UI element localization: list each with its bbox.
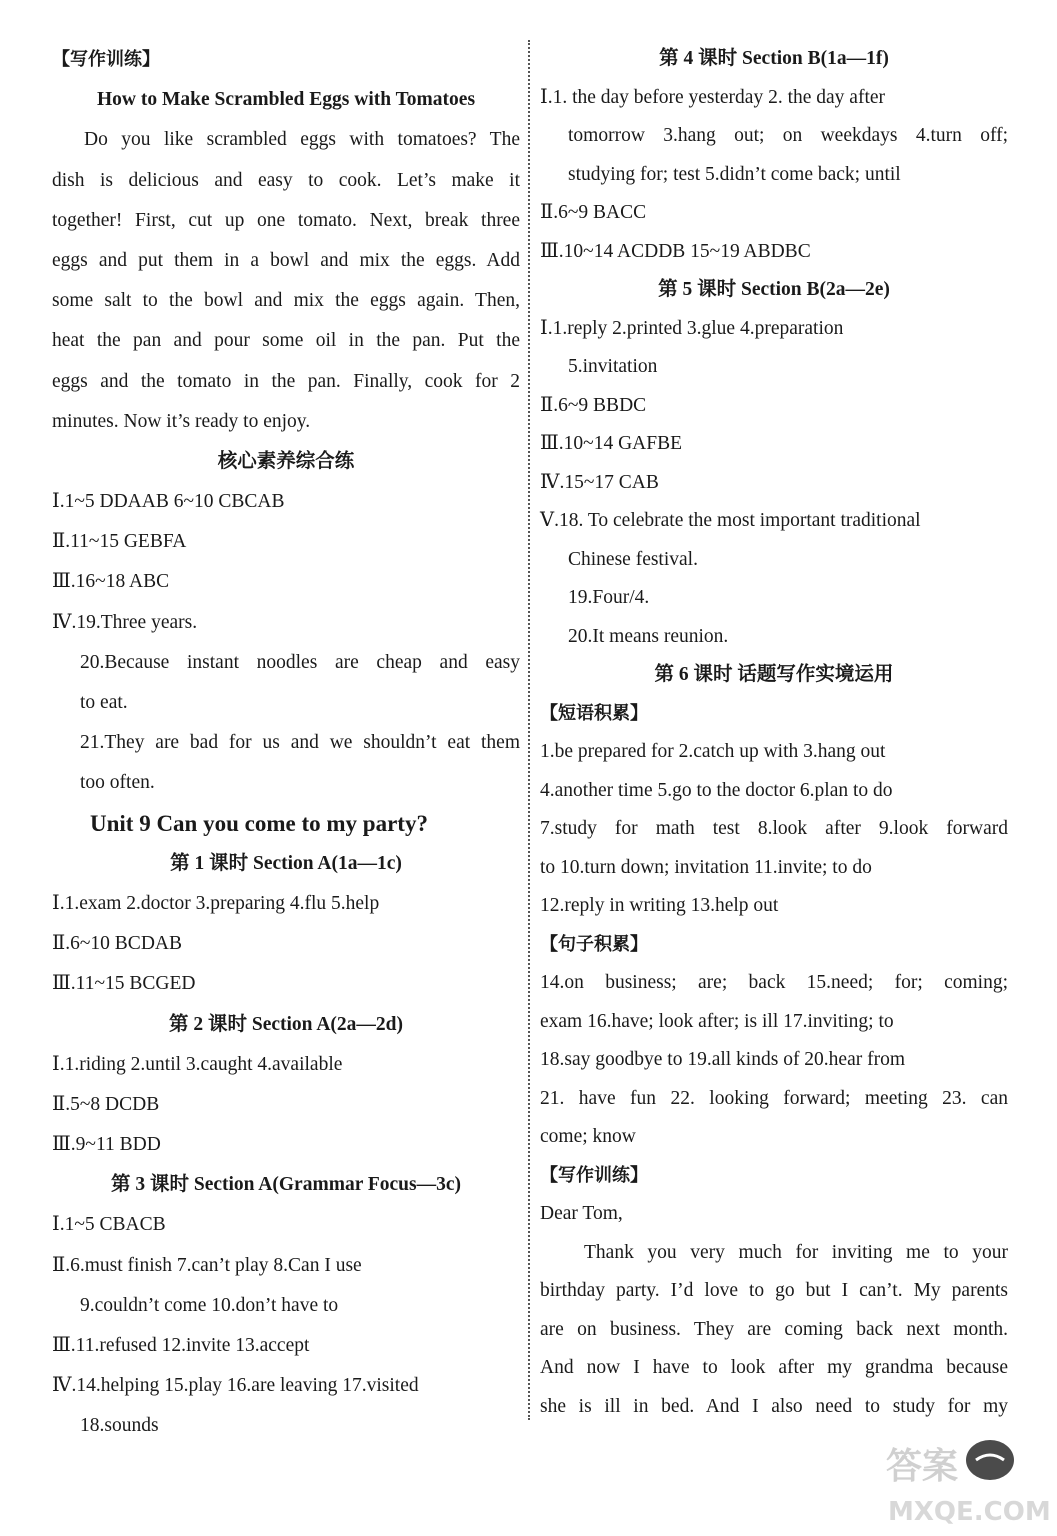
answer-line: Ⅲ.11.refused 12.invite 13.accept — [52, 1335, 310, 1356]
answer-line: 20.It means reunion. — [568, 625, 729, 647]
answer-line: Ⅰ.1. the day before yesterday 2. the day after — [540, 86, 886, 108]
answer-line: Ⅴ.18. To celebrate the most important traditional — [540, 510, 921, 531]
phrase-line: 4.another time 5.go to the doctor 6.plan to do — [540, 779, 893, 801]
answer-line: Ⅲ.10~14 ACDDB 15~19 ABDBC — [540, 240, 811, 262]
writing-training-header: 【写作训练】 — [540, 1164, 648, 1186]
phrase-line: to 10.turn down; invitation 11.invite; to do — [540, 856, 872, 878]
lesson-title: 第 2 课时 Section A(2a—2d) — [168, 1013, 403, 1035]
answer-line: Ⅰ.1.exam 2.doctor 3.preparing 4.flu 5.help — [52, 892, 380, 914]
answer-line: Ⅱ.11~15 GEBFA — [52, 531, 187, 553]
answer-line: Ⅱ.5~8 DCDB — [52, 1093, 160, 1115]
answer-line: Ⅱ.6.must finish 7.can’t play 8.Can I use — [52, 1254, 362, 1276]
letter-line: Thank you very much for inviting me to your — [584, 1241, 1008, 1263]
sentence-line: come; know — [540, 1126, 636, 1147]
watermark-logo — [880, 1420, 1050, 1530]
lesson-title: 第 5 课时 Section B(2a—2e) — [658, 279, 890, 300]
letter-greeting: Dear Tom, — [540, 1203, 623, 1224]
letter-line: birthday party. I’d love to go but I can’t. My parents — [540, 1280, 1008, 1301]
answer-line: to eat. — [80, 692, 128, 713]
essay-line: some salt to the bowl and mix the eggs again. Then, — [52, 290, 520, 312]
svg-text:MXQE.COM: MXQE.COM — [888, 1497, 1050, 1527]
essay-line: dish is delicious and easy to cook. Let’s make it — [52, 169, 520, 191]
lesson-title: 第 4 课时 Section B(1a—1f) — [659, 48, 889, 69]
answer-line: Ⅲ.9~11 BDD — [52, 1134, 161, 1156]
essay-line: eggs and put them in a bowl and mix the eggs. Add — [52, 249, 520, 271]
watermark-logo-graphic — [880, 1420, 1050, 1530]
svg-text:答案: 答案 — [886, 1446, 959, 1487]
column-divider — [528, 40, 530, 1420]
essay-line: eggs and the tomato in the pan. Finally, cook for 2 — [52, 370, 520, 392]
answer-line: studying for; test 5.didn’t come back; until — [568, 163, 901, 185]
answer-line: Ⅲ.11~15 BCGED — [52, 973, 196, 995]
letter-line: she is ill in bed. And I also need to study for my — [540, 1395, 1008, 1417]
answer-line: 9.couldn’t come 10.don’t have to — [80, 1294, 339, 1316]
answer-line: Ⅰ.1.riding 2.until 3.caught 4.available — [52, 1053, 343, 1075]
answer-line: Ⅱ.6~9 BACC — [540, 202, 647, 223]
letter-line: And now I have to look after my grandma because — [540, 1357, 1008, 1378]
essay-line: minutes. Now it’s ready to enjoy. — [52, 410, 311, 432]
answer-line: Ⅰ.1~5 CBACB — [52, 1214, 166, 1236]
answer-line: too often. — [80, 772, 155, 794]
answer-line: tomorrow 3.hang out; on weekdays 4.turn off; — [568, 125, 1008, 146]
answer-line: 18.sounds — [80, 1415, 159, 1437]
essay-line: Do you like scrambled eggs with tomatoes? The — [84, 129, 520, 151]
unit-title: Unit 9 Can you come to my party? — [90, 810, 428, 836]
answer-line: Ⅳ.15~17 CAB — [540, 471, 659, 493]
answer-line: Chinese festival. — [568, 548, 698, 570]
letter-line: are on business. They are coming back next month. — [540, 1318, 1008, 1340]
answer-line: 19.Four/4. — [568, 587, 650, 608]
answer-line: Ⅳ.19.Three years. — [52, 611, 198, 633]
essay-line: heat the pan and pour some oil in the pan. Put the — [52, 330, 520, 352]
phrase-line: 12.reply in writing 13.help out — [540, 895, 779, 916]
writing-training-header: 【写作训练】 — [52, 49, 160, 70]
answer-line: Ⅲ.16~18 ABC — [52, 571, 170, 593]
left-column — [52, 40, 520, 1447]
sentences-header: 【句子积累】 — [540, 933, 648, 955]
essay-title: How to Make Scrambled Eggs with Tomatoes — [96, 89, 476, 111]
sentence-line: 21. have fun 22. looking forward; meeting 23. can — [540, 1087, 1008, 1109]
lesson-title: 第 3 课时 Section A(Grammar Focus—3c) — [110, 1174, 462, 1196]
phrases-header: 【短语积累】 — [540, 702, 648, 724]
practice-title: 核心素养综合练 — [217, 450, 355, 472]
right-column — [540, 40, 1008, 1426]
sentence-line: 18.say goodbye to 19.all kinds of 20.hear from — [540, 1049, 906, 1070]
lesson-title: 第 6 课时 话题写作实境运用 — [654, 664, 894, 685]
answer-line: 20.Because instant noodles are cheap and easy — [80, 651, 520, 673]
answer-line: Ⅰ.1~5 DDAAB 6~10 CBCAB — [52, 491, 285, 513]
answer-line: Ⅰ.1.reply 2.printed 3.glue 4.preparation — [540, 317, 844, 339]
essay-line: together! First, cut up one tomato. Next, break three — [52, 209, 520, 231]
answer-line: 21.They are bad for us and we shouldn’t eat them — [80, 732, 520, 754]
answer-line: Ⅱ.6~10 BCDAB — [52, 933, 182, 955]
phrase-line: 1.be prepared for 2.catch up with 3.hang out — [540, 741, 886, 762]
sentence-line: exam 16.have; look after; is ill 17.inviting; to — [540, 1010, 894, 1032]
answer-line: Ⅲ.10~14 GAFBE — [540, 433, 683, 454]
answer-line: Ⅳ.14.helping 15.play 16.are leaving 17.visited — [52, 1375, 419, 1397]
answer-line: 5.invitation — [568, 356, 658, 377]
lesson-title: 第 1 课时 Section A(1a—1c) — [170, 852, 402, 874]
sentence-line: 14.on business; are; back 15.need; for; coming; — [540, 972, 1008, 993]
answer-line: Ⅱ.6~9 BBDC — [540, 394, 647, 416]
phrase-line: 7.study for math test 8.look after 9.look forward — [540, 818, 1008, 839]
